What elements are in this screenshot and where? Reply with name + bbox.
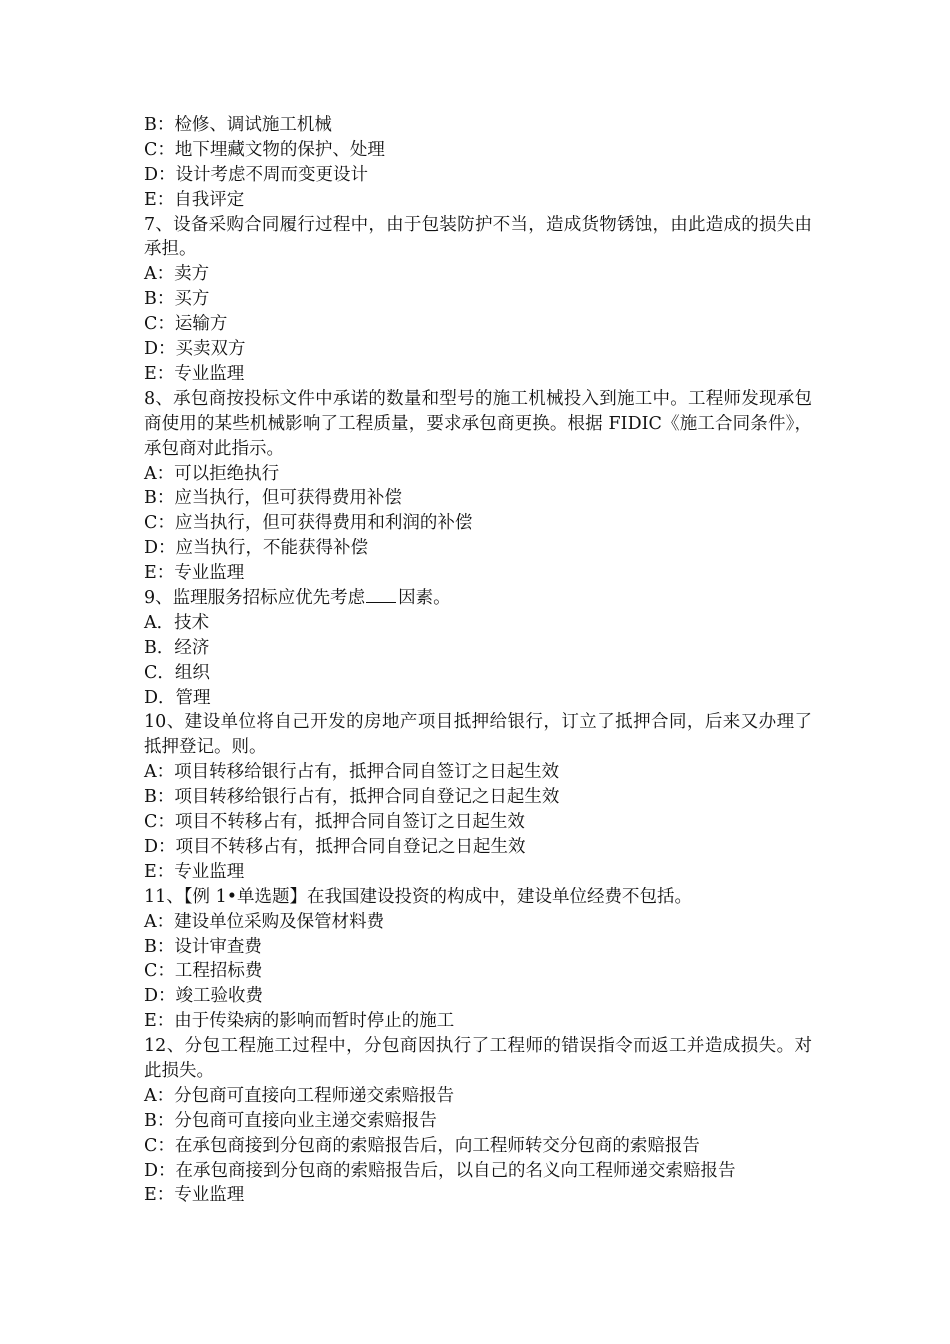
option-d: D：买卖双方 bbox=[144, 339, 246, 360]
option-d: D：应当执行，不能获得补偿 bbox=[144, 538, 369, 559]
option-a: A：分包商可直接向工程师递交索赔报告 bbox=[144, 1085, 455, 1106]
option-e: E：由于传染病的影响而暂时停止的施工 bbox=[144, 1011, 455, 1032]
question-stem: 11、【例 1•单选题】在我国建设投资的构成中，建设单位经费不包括。 bbox=[144, 886, 693, 907]
option-c: C：项目不转移占有，抵押合同自签订之日起生效 bbox=[144, 812, 525, 833]
option-b: B．经济 bbox=[144, 637, 210, 658]
option-b: B：项目转移给银行占有，抵押合同自登记之日起生效 bbox=[144, 787, 560, 808]
option-c: C：地下埋藏文物的保护、处理 bbox=[144, 139, 385, 160]
option-c: C：运输方 bbox=[144, 314, 228, 335]
option-c: C：应当执行，但可获得费用和利润的补偿 bbox=[144, 513, 473, 534]
stem-text-before-blank: 9、监理服务招标应优先考虑 bbox=[144, 588, 366, 608]
option-d: D：设计考虑不周而变更设计 bbox=[144, 164, 369, 185]
stem-text-after-blank: 因素。 bbox=[398, 588, 451, 608]
option-a: A：建设单位采购及保管材料费 bbox=[144, 911, 385, 932]
option-b: B：买方 bbox=[144, 289, 210, 310]
option-e: E：专业监理 bbox=[144, 861, 245, 882]
fill-in-blank bbox=[366, 586, 396, 603]
option-b: B：分包商可直接向业主递交索赔报告 bbox=[144, 1110, 437, 1131]
option-a: A．技术 bbox=[144, 612, 210, 633]
option-b: B：应当执行，但可获得费用补偿 bbox=[144, 488, 402, 509]
option-a: A：项目转移给银行占有，抵押合同自签订之日起生效 bbox=[144, 762, 560, 783]
option-d: D：在承包商接到分包商的索赔报告后，以自己的名义向工程师递交索赔报告 bbox=[144, 1160, 736, 1181]
question-stem: 8、承包商按投标文件中承诺的数量和型号的施工机械投入到施工中。工程师发现承包商使用的某些机械影响了工程质量，要求承包商更换。根据 FIDIC《施工合同条件》，承包商对此指示。 bbox=[144, 388, 812, 459]
question-stem bbox=[144, 586, 812, 611]
option-e: E：专业监理 bbox=[144, 563, 245, 584]
option-d: D：项目不转移占有，抵押合同自登记之日起生效 bbox=[144, 836, 526, 857]
option-a: A：可以拒绝执行 bbox=[144, 463, 280, 484]
question-stem: 10、建设单位将自己开发的房地产项目抵押给银行，订立了抵押合同，后来又办理了抵押登记。则。 bbox=[144, 712, 812, 758]
option-b: B：设计审查费 bbox=[144, 936, 262, 957]
option-e: E：专业监理 bbox=[144, 1185, 245, 1206]
option-c: C：在承包商接到分包商的索赔报告后，向工程师转交分包商的索赔报告 bbox=[144, 1135, 700, 1156]
option-e: E：专业监理 bbox=[144, 363, 245, 384]
option-b: B：检修、调试施工机械 bbox=[144, 115, 332, 135]
option-d: D：竣工验收费 bbox=[144, 986, 264, 1007]
question-list bbox=[144, 113, 812, 1208]
option-c: C：工程招标费 bbox=[144, 961, 263, 982]
option-a: A：卖方 bbox=[144, 264, 210, 285]
option-e: E：自我评定 bbox=[144, 189, 245, 210]
option-c: C．组织 bbox=[144, 662, 210, 683]
question-stem: 7、设备采购合同履行过程中，由于包装防护不当，造成货物锈蚀，由此造成的损失由承担。 bbox=[144, 214, 812, 260]
option-d: D．管理 bbox=[144, 687, 211, 708]
question-stem: 12、分包工程施工过程中，分包商因执行了工程师的错误指令而返工并造成损失。对此损失。 bbox=[144, 1036, 812, 1081]
